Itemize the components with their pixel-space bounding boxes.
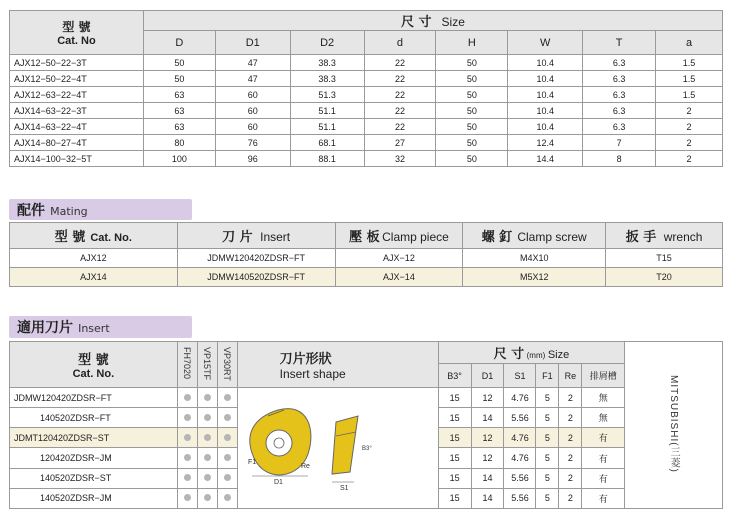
cell: 5	[536, 428, 559, 448]
cell: 32	[364, 151, 436, 167]
cell: 2	[559, 428, 582, 448]
cell: 10.4	[508, 87, 583, 103]
cell: 無	[582, 408, 625, 428]
mating-table	[9, 222, 723, 287]
cell: 2	[656, 119, 723, 135]
cell: 47	[215, 71, 290, 87]
cell: 2	[559, 488, 582, 508]
header-en: Clamp piece	[382, 230, 449, 244]
cell: 15	[438, 468, 471, 488]
header-zh: 扳 手	[625, 230, 657, 245]
cell: 5	[536, 488, 559, 508]
cell: AJX14−80−27−4T	[10, 135, 144, 151]
cell: 51.1	[290, 119, 364, 135]
cell: 12	[471, 388, 504, 408]
grade-header	[177, 342, 197, 388]
cell: 5	[536, 468, 559, 488]
cell: 63	[143, 87, 215, 103]
availability-dot-icon	[184, 394, 191, 401]
cell: 有	[582, 428, 625, 448]
cell: 2	[559, 388, 582, 408]
grade-dot	[177, 448, 197, 468]
cell: 6.3	[583, 87, 656, 103]
header-en: Cat. No.	[90, 232, 132, 244]
grade-dot	[177, 428, 197, 448]
header-zh: 型 號	[54, 230, 86, 245]
cell: 6.3	[583, 119, 656, 135]
maker-cell	[625, 342, 723, 509]
col-header: B3°	[438, 364, 471, 388]
availability-dot-icon	[204, 494, 211, 501]
cell: 22	[364, 103, 436, 119]
cell: 5	[536, 388, 559, 408]
cell: 5.56	[504, 408, 536, 428]
col-header: d	[364, 31, 436, 55]
insert-tab-zh: 適用刀片	[17, 320, 73, 336]
mating-header-cat	[10, 223, 178, 249]
mating-header-clamp-screw	[463, 223, 606, 249]
cell: 6.3	[583, 103, 656, 119]
availability-dot-icon	[204, 474, 211, 481]
cell: 50	[436, 103, 508, 119]
cell: 15	[438, 428, 471, 448]
cell: AJX12−50−22−3T	[10, 55, 144, 71]
header-en: Clamp screw	[517, 230, 587, 244]
availability-dot-icon	[224, 414, 231, 421]
grade-dot	[197, 468, 217, 488]
cell: 6.3	[583, 71, 656, 87]
cat-en: Cat. No	[57, 35, 96, 47]
cell: 22	[364, 71, 436, 87]
col-header: H	[436, 31, 508, 55]
cell: 10.4	[508, 71, 583, 87]
cell: 有	[582, 468, 625, 488]
cell: JDMW120420ZDSR−FT	[10, 388, 178, 408]
header-zh: 螺 釘	[481, 230, 513, 245]
cell: AJX14−100−32−5T	[10, 151, 144, 167]
shape-en: Insert shape	[279, 367, 346, 381]
grade-dot	[217, 388, 237, 408]
table-row	[10, 119, 723, 135]
cell: 63	[143, 103, 215, 119]
mating-header-insert	[177, 223, 335, 249]
cell: 27	[364, 135, 436, 151]
size-table	[9, 10, 723, 167]
cell: 140520ZDSR−FT	[10, 408, 178, 428]
cell: T15	[606, 249, 723, 268]
cell: 15	[438, 488, 471, 508]
mating-tab-en: Mating	[50, 205, 88, 218]
availability-dot-icon	[204, 414, 211, 421]
cell: 60	[215, 119, 290, 135]
insert-section-tab	[9, 316, 192, 338]
cell: AJX14−63−22−4T	[10, 119, 144, 135]
cell: 50	[436, 135, 508, 151]
cell: 60	[215, 87, 290, 103]
table-row	[10, 388, 723, 408]
cell: 5.56	[504, 488, 536, 508]
cell: 2	[656, 151, 723, 167]
cell: 5.56	[504, 468, 536, 488]
availability-dot-icon	[184, 454, 191, 461]
cell: 1.5	[656, 55, 723, 71]
availability-dot-icon	[204, 434, 211, 441]
cell: 14.4	[508, 151, 583, 167]
s1-label: S1	[339, 485, 349, 492]
cell: 15	[438, 448, 471, 468]
cell: 1.5	[656, 87, 723, 103]
grade-label: FH7020	[182, 347, 193, 380]
col-header: D1	[215, 31, 290, 55]
mating-tab-zh: 配件	[17, 203, 45, 219]
cell: 5	[536, 408, 559, 428]
cell: 有	[582, 448, 625, 468]
cell: 2	[559, 408, 582, 428]
header-zh: 刀 片	[222, 230, 253, 245]
size-en: Size	[441, 15, 465, 29]
col-header: a	[656, 31, 723, 55]
grade-dot	[217, 488, 237, 508]
size-header	[143, 11, 722, 31]
availability-dot-icon	[224, 474, 231, 481]
col-header: Re	[559, 364, 582, 388]
availability-dot-icon	[184, 474, 191, 481]
header-en: wrench	[663, 230, 703, 244]
cell: 4.76	[504, 428, 536, 448]
cell: M5X12	[463, 268, 606, 287]
cell: 15	[438, 408, 471, 428]
cell: 51.3	[290, 87, 364, 103]
cell: 2	[656, 135, 723, 151]
cell: AJX−14	[335, 268, 463, 287]
re-label: Re	[300, 463, 310, 470]
grade-dot	[197, 448, 217, 468]
grade-label: VP15TF	[202, 346, 213, 380]
cell: 50	[143, 71, 215, 87]
cell: 96	[215, 151, 290, 167]
col-header: D1	[471, 364, 504, 388]
cell: 50	[436, 151, 508, 167]
cell: 12	[471, 448, 504, 468]
cell: 60	[215, 103, 290, 119]
col-header: D	[143, 31, 215, 55]
col-header: D2	[290, 31, 364, 55]
insert-size-zh: 尺 寸	[493, 347, 525, 362]
cell: 120420ZDSR−JM	[10, 448, 178, 468]
cell: JDMT120420ZDSR−ST	[10, 428, 178, 448]
cell: 80	[143, 135, 215, 151]
availability-dot-icon	[224, 494, 231, 501]
grade-dot	[217, 408, 237, 428]
cell: AJX14	[10, 268, 178, 287]
table-row	[10, 135, 723, 151]
table-row	[10, 249, 723, 268]
col-header: F1	[536, 364, 559, 388]
b3-label: B3°	[361, 446, 372, 452]
cell: AJX12−50−22−4T	[10, 71, 144, 87]
table-row	[10, 268, 723, 287]
col-header: 排屑槽	[582, 364, 625, 388]
insert-cat-zh: 型 號	[78, 353, 109, 368]
size-table-cat-header	[10, 11, 144, 55]
cell: 38.3	[290, 55, 364, 71]
grade-dot	[197, 428, 217, 448]
cell: 51.1	[290, 103, 364, 119]
availability-dot-icon	[184, 414, 191, 421]
insert-shape-icon	[238, 388, 438, 506]
insert-size-unit: (mm)	[526, 351, 546, 360]
cell: 5	[536, 448, 559, 468]
cell: 1.5	[656, 71, 723, 87]
shape-zh: 刀片形狀	[279, 352, 332, 367]
cell: 10.4	[508, 103, 583, 119]
cell: 50	[436, 71, 508, 87]
availability-dot-icon	[184, 494, 191, 501]
cell: 14	[471, 468, 504, 488]
grade-header	[197, 342, 217, 388]
d1-label: D1	[273, 479, 283, 486]
cell: 10.4	[508, 119, 583, 135]
grade-dot	[217, 428, 237, 448]
cell: 140520ZDSR−ST	[10, 468, 178, 488]
insert-shape-diagram	[237, 388, 438, 509]
grade-dot	[197, 488, 217, 508]
cell: AJX−12	[335, 249, 463, 268]
cell: 50	[436, 55, 508, 71]
cat-zh: 型 號	[62, 20, 91, 34]
grade-dot	[197, 408, 217, 428]
cell: AJX12	[10, 249, 178, 268]
insert-size-en: Size	[547, 349, 570, 361]
grade-dot	[177, 488, 197, 508]
cell: 有	[582, 488, 625, 508]
availability-dot-icon	[184, 434, 191, 441]
size-zh: 尺 寸	[401, 15, 432, 30]
cell: 38.3	[290, 71, 364, 87]
cell: 50	[436, 119, 508, 135]
cell: 76	[215, 135, 290, 151]
availability-dot-icon	[224, 454, 231, 461]
cell: 100	[143, 151, 215, 167]
cell: 140520ZDSR−JM	[10, 488, 178, 508]
grade-header	[217, 342, 237, 388]
grade-dot	[217, 448, 237, 468]
grade-dot	[177, 388, 197, 408]
grade-dot	[217, 468, 237, 488]
table-row	[10, 87, 723, 103]
mating-section-tab	[9, 199, 192, 220]
cell: 63	[143, 119, 215, 135]
mating-header-wrench	[606, 223, 723, 249]
header-zh: 壓 板	[349, 230, 380, 245]
availability-dot-icon	[204, 454, 211, 461]
grade-dot	[197, 388, 217, 408]
cell: 50	[143, 55, 215, 71]
availability-dot-icon	[224, 434, 231, 441]
f1-label: F1	[247, 459, 256, 466]
table-row	[10, 55, 723, 71]
cell: 47	[215, 55, 290, 71]
insert-table	[9, 341, 723, 509]
cell: 22	[364, 55, 436, 71]
cell: AJX14−63−22−3T	[10, 103, 144, 119]
cell: 12	[471, 428, 504, 448]
cell: 2	[559, 468, 582, 488]
insert-cat-header	[10, 342, 178, 388]
cell: 12.4	[508, 135, 583, 151]
cell: 無	[582, 388, 625, 408]
cell: M4X10	[463, 249, 606, 268]
table-row	[10, 71, 723, 87]
header-en: Insert	[260, 230, 291, 244]
maker-label: MITSUBISHI(三菱)	[668, 375, 680, 473]
cell: 14	[471, 488, 504, 508]
cell: 10.4	[508, 55, 583, 71]
col-header: S1	[504, 364, 536, 388]
cell: 14	[471, 408, 504, 428]
availability-dot-icon	[224, 394, 231, 401]
cell: 6.3	[583, 55, 656, 71]
cell: 15	[438, 388, 471, 408]
cell: 22	[364, 119, 436, 135]
table-row	[10, 151, 723, 167]
cell: 8	[583, 151, 656, 167]
cell: 68.1	[290, 135, 364, 151]
cell: 4.76	[504, 388, 536, 408]
insert-size-header	[438, 342, 625, 364]
insert-tab-en: Insert	[78, 322, 110, 335]
cell: 4.76	[504, 448, 536, 468]
cell: 2	[656, 103, 723, 119]
cell: T20	[606, 268, 723, 287]
cell: JDMW120420ZDSR−FT	[177, 249, 335, 268]
table-row	[10, 103, 723, 119]
col-header: W	[508, 31, 583, 55]
availability-dot-icon	[204, 394, 211, 401]
cell: 22	[364, 87, 436, 103]
mating-header-clamp-piece	[335, 223, 463, 249]
shape-header	[237, 342, 438, 388]
cell: AJX12−63−22−4T	[10, 87, 144, 103]
cell: 7	[583, 135, 656, 151]
grade-dot	[177, 408, 197, 428]
cell: 2	[559, 448, 582, 468]
grade-dot	[177, 468, 197, 488]
grade-label: VP30RT	[222, 346, 233, 381]
cell: 50	[436, 87, 508, 103]
cell: 88.1	[290, 151, 364, 167]
col-header: T	[583, 31, 656, 55]
insert-cat-en: Cat. No.	[72, 368, 115, 380]
cell: JDMW140520ZDSR−FT	[177, 268, 335, 287]
